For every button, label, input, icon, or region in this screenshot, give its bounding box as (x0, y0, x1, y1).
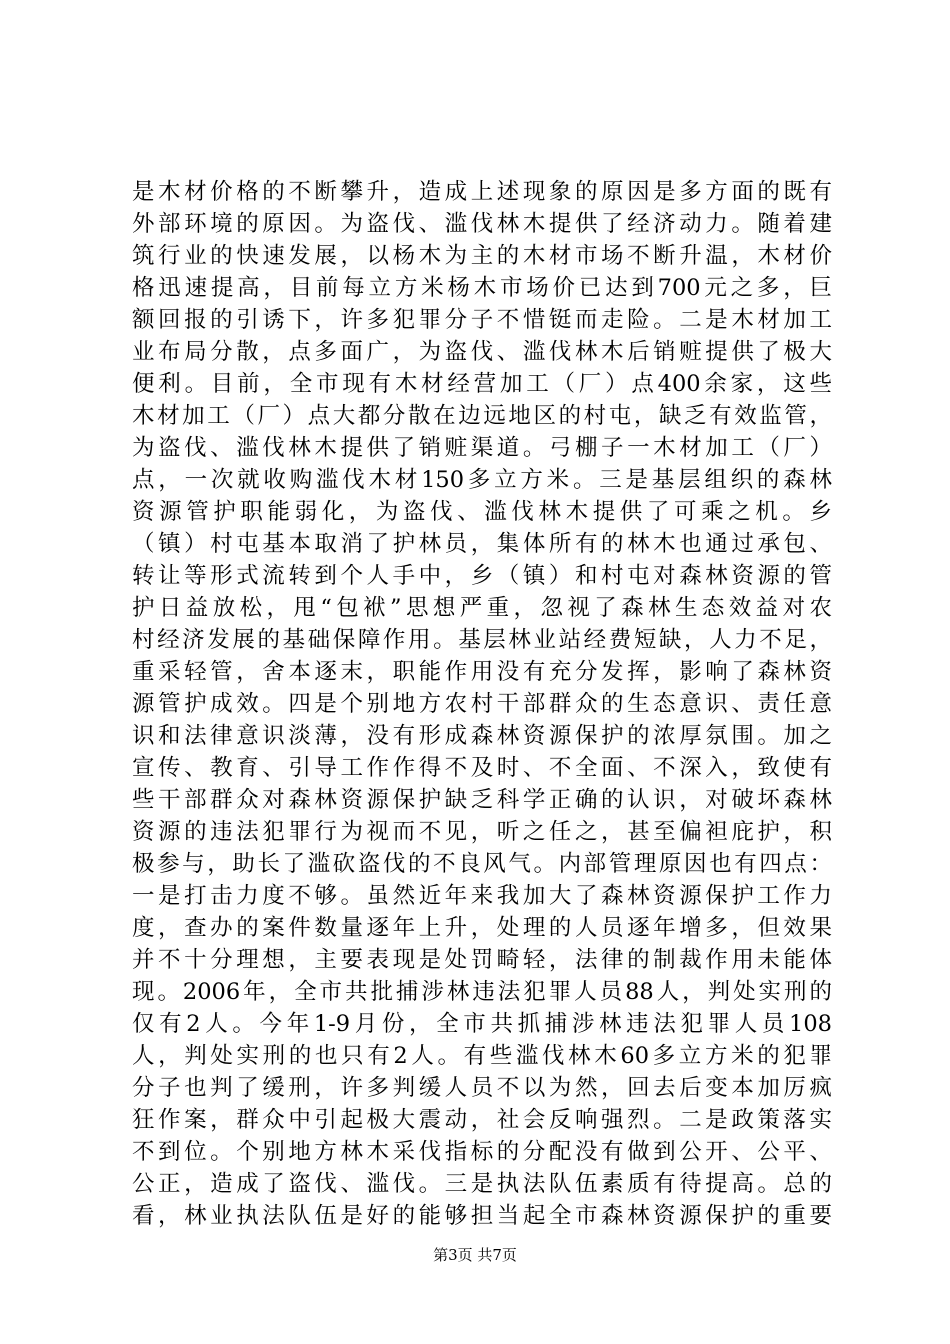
text-line: 现。2006年，全市共批捕涉林违法犯罪人员88人，判处实刑的 (132, 979, 832, 1005)
body-text (132, 176, 832, 1232)
text-line: 护日益放松，甩“包袱”思想严重，忽视了森林生态效益对农 (132, 595, 832, 621)
text-line: （镇）村屯基本取消了护林员，集体所有的林木也通过承包、 (132, 531, 832, 557)
text-line: 业布局分散，点多面广，为盗伐、滥伐林木后销赃提供了极大 (132, 339, 832, 365)
text-line: 并不十分理想，主要表现是处罚畸轻，法律的制裁作用未能体 (132, 947, 832, 973)
text-line: 村经济发展的基础保障作用。基层林业站经费短缺，人力不足， (132, 627, 832, 653)
text-line: 点，一次就收购滥伐木材150多立方米。三是基层组织的森林 (132, 467, 832, 493)
text-line: 一是打击力度不够。虽然近年来我加大了森林资源保护工作力 (132, 883, 832, 909)
text-line: 看，林业执法队伍是好的能够担当起全市森林资源保护的重要 (132, 1203, 832, 1229)
text-line: 外部环境的原因。为盗伐、滥伐林木提供了经济动力。随着建 (132, 211, 832, 237)
text-line: 资源管护职能弱化，为盗伐、滥伐林木提供了可乘之机。乡 (132, 499, 832, 525)
page-footer: 第3页 共7页 (433, 1246, 517, 1264)
text-line: 为盗伐、滥伐林木提供了销赃渠道。弓棚子一木材加工（厂） (132, 435, 832, 461)
text-line: 是木材价格的不断攀升，造成上述现象的原因是多方面的既有 (132, 179, 832, 205)
text-line: 度，查办的案件数量逐年上升，处理的人员逐年增多，但效果 (132, 915, 832, 941)
text-line: 宣传、教育、引导工作作得不及时、不全面、不深入，致使有 (132, 755, 832, 781)
text-line: 筑行业的快速发展，以杨木为主的木材市场不断升温，木材价 (132, 243, 832, 269)
text-line: 重采轻管，舍本逐末，职能作用没有充分发挥，影响了森林资 (132, 659, 832, 685)
text-line: 不到位。个别地方林木采伐指标的分配没有做到公开、公平、 (132, 1139, 832, 1165)
text-line: 转让等形式流转到个人手中，乡（镇）和村屯对森林资源的管 (132, 563, 832, 589)
text-line: 分子也判了缓刑，许多判缓人员不以为然，回去后变本加厉疯 (132, 1075, 832, 1101)
text-line: 识和法律意识淡薄，没有形成森林资源保护的浓厚氛围。加之 (132, 723, 832, 749)
text-line: 源管护成效。四是个别地方农村干部群众的生态意识、责任意 (132, 691, 832, 717)
text-line: 便利。目前，全市现有木材经营加工（厂）点400余家，这些 (132, 371, 832, 397)
text-line: 公正，造成了盗伐、滥伐。三是执法队伍素质有待提高。总的 (132, 1171, 832, 1197)
text-line: 额回报的引诱下，许多犯罪分子不惜铤而走险。二是木材加工 (132, 307, 832, 333)
text-line: 极参与，助长了滥砍盗伐的不良风气。内部管理原因也有四点： (132, 851, 832, 877)
text-line: 狂作案，群众中引起极大震动，社会反响强烈。二是政策落实 (132, 1107, 832, 1133)
text-line: 格迅速提高，目前每立方米杨木市场价已达到700元之多，巨 (132, 275, 832, 301)
text-line: 木材加工（厂）点大都分散在边远地区的村屯，缺乏有效监管， (132, 403, 832, 429)
text-line: 些干部群众对森林资源保护缺乏科学正确的认识，对破坏森林 (132, 787, 832, 813)
text-line: 人，判处实刑的也只有2人。有些滥伐林木60多立方米的犯罪 (132, 1043, 832, 1069)
text-line: 资源的违法犯罪行为视而不见，听之任之，甚至偏袒庇护，积 (132, 819, 832, 845)
text-line: 仅有2人。今年1-9月份，全市共抓捕涉林违法犯罪人员108 (132, 1011, 832, 1037)
